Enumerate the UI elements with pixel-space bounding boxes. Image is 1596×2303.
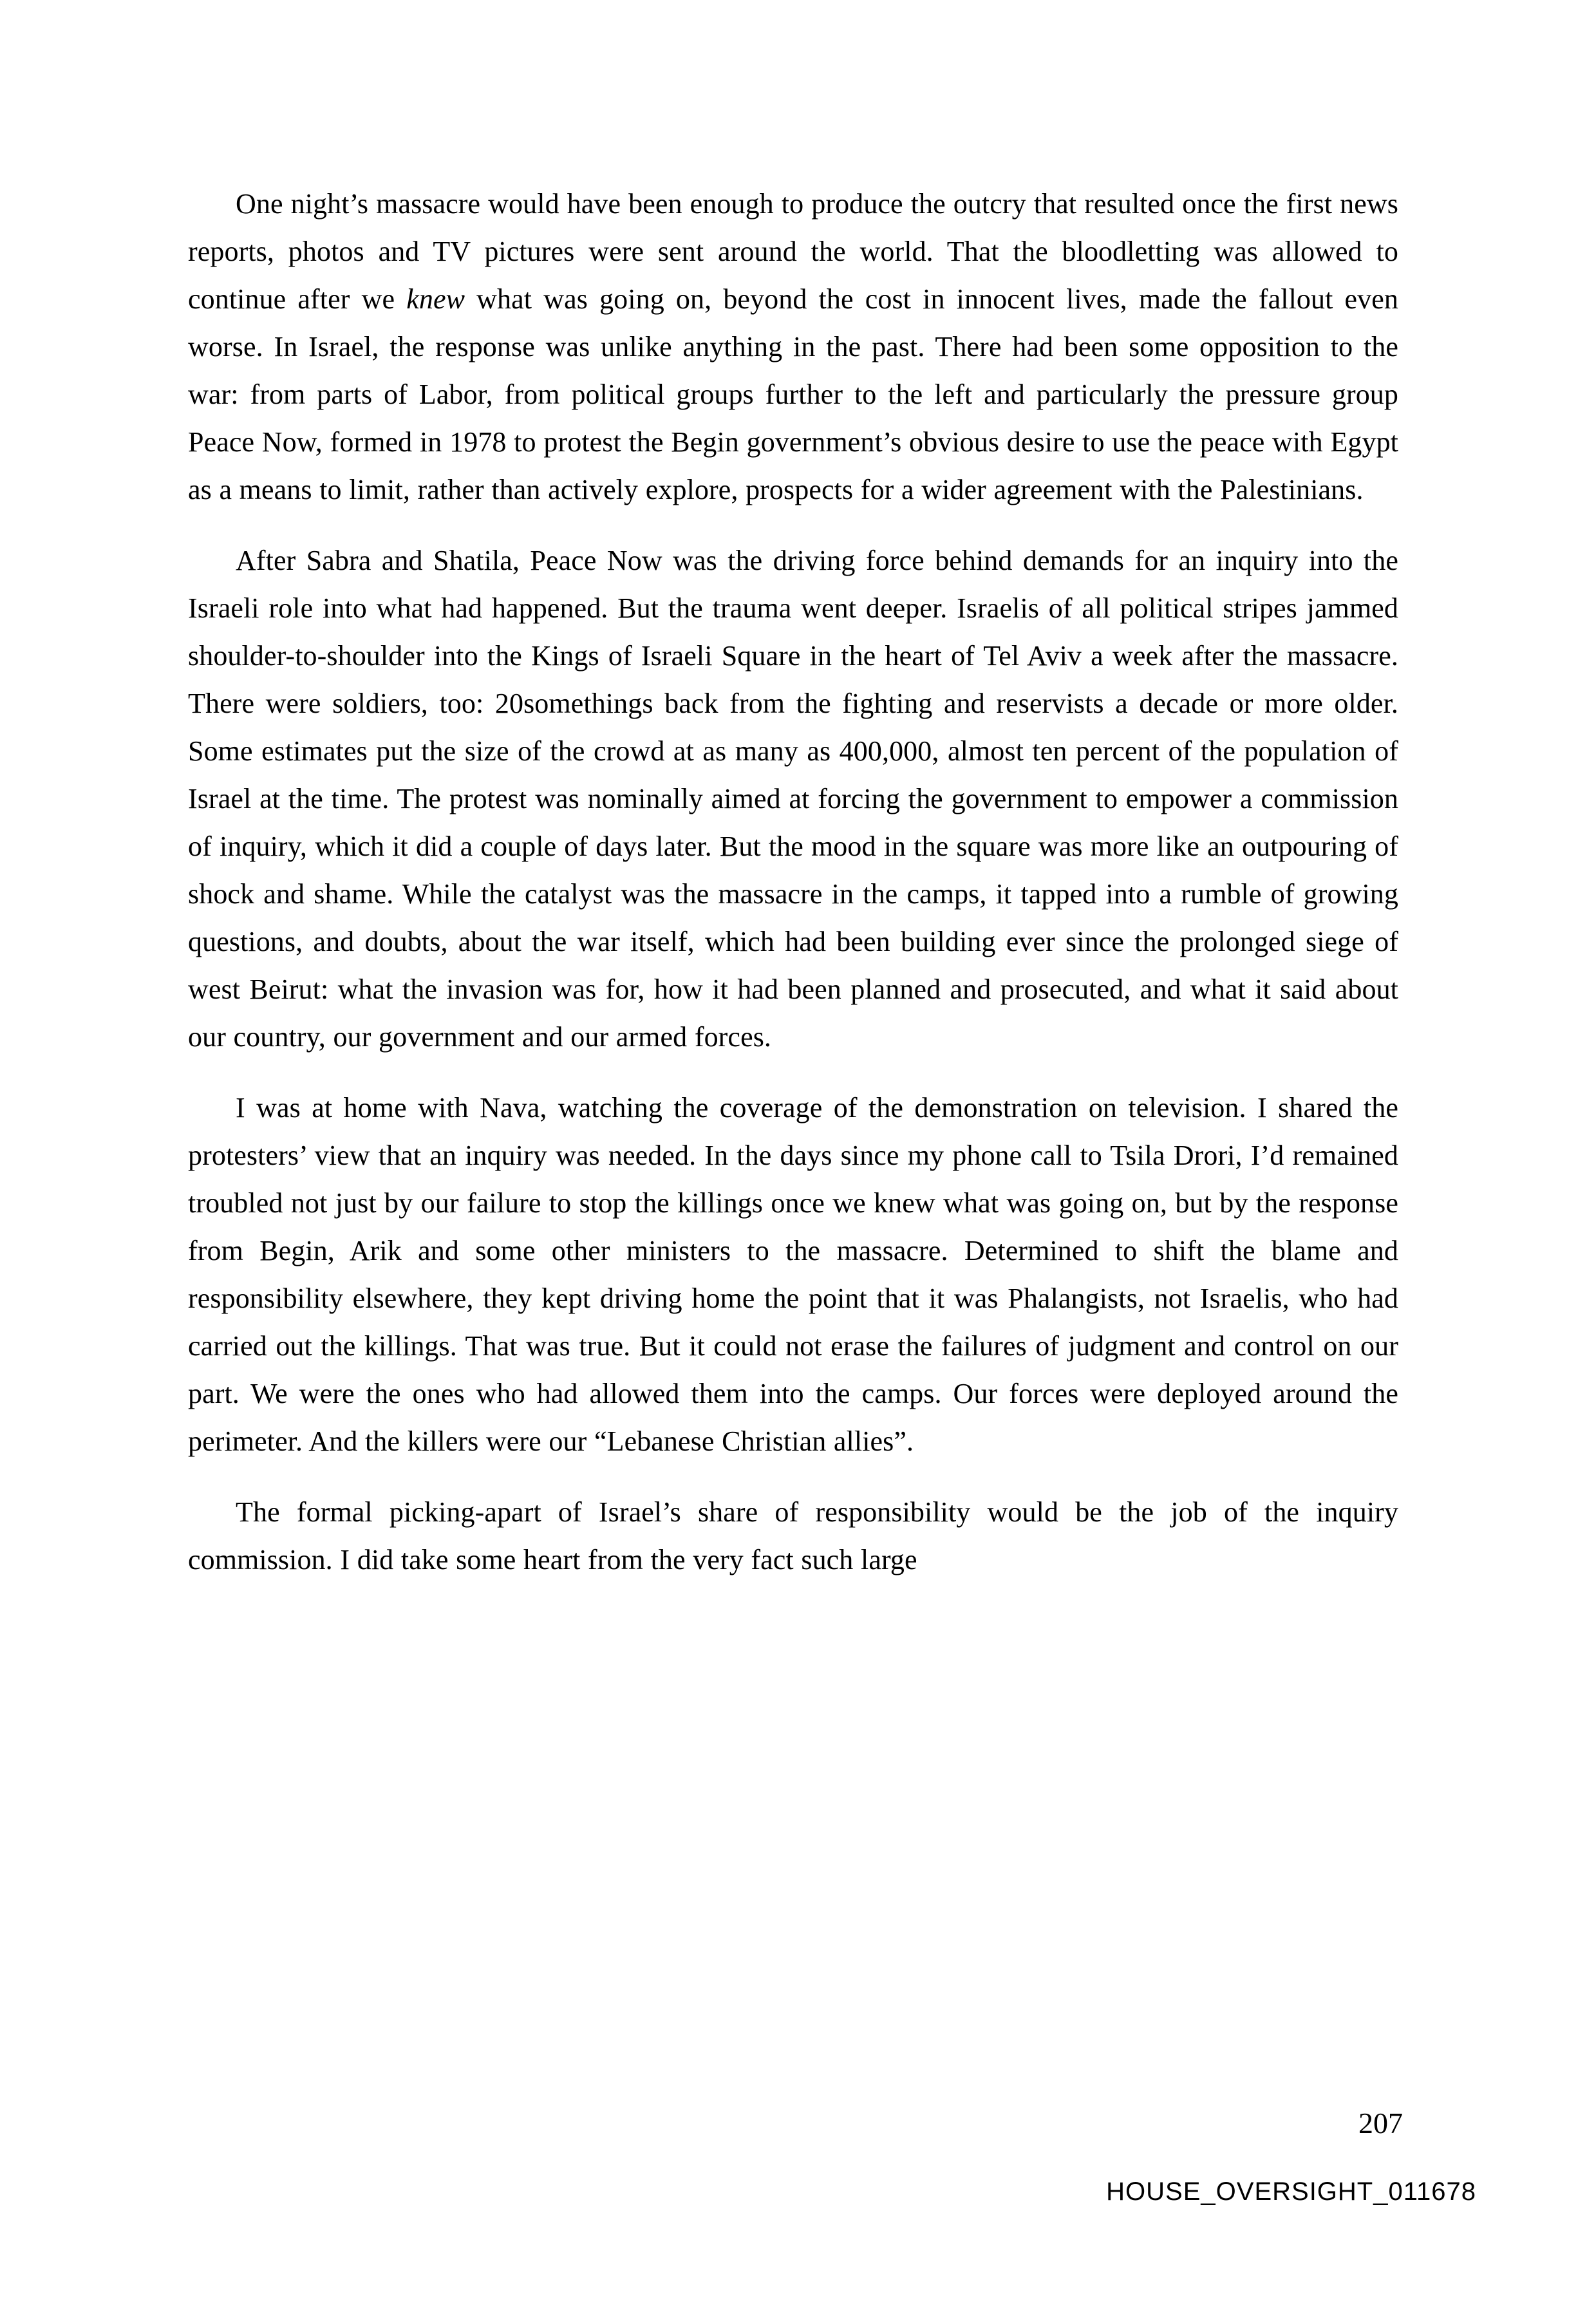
paragraph-4 <box>188 1489 1398 1584</box>
paragraph-3 <box>188 1084 1398 1465</box>
page-body-text <box>188 180 1398 1584</box>
text-run: After Sabra and Shatila, Peace Now was the driving force behind demands for an inquiry into the Israeli role into what had happened. But the trauma went deeper. Israelis of all political stripes jammed shoulder-to-shoulder into the Kings of Israeli Square in the heart of Tel Aviv a week after the massacre. There were soldiers, too: 20somethings back from the fighting and reservists a decade or more older. Some estimates put the size of the crowd at as many as 400,000, almost ten percent of the population of Israel at the time. The protest was nominally aimed at forcing the government to empower a commission of inquiry, which it did a couple of days later. But the mood in the square was more like an outpouring of shock and shame. While the catalyst was the massacre in the camps, it tapped into a rumble of growing questions, and doubts, about the war itself, which had been building ever since the prolonged siege of west Beirut: what the invasion was for, how it had been planned and prosecuted, and what it said about our country, our government and our armed forces. <box>188 545 1398 1053</box>
text-run: I was at home with Nava, watching the coverage of the demonstration on television. I shared the protesters’ view that an inquiry was needed. In the days since my phone call to Tsila Drori, I’d remained troubled not just by our failure to stop the killings once we knew what was going on, but by the response from Begin, Arik and some other ministers to the massacre. Determined to shift the blame and responsibility elsewhere, they kept driving home the point that it was Phalangists, not Israelis, who had carried out the killings. That was true. But it could not erase the failures of judgment and control on our part. We were the ones who had allowed them into the camps. Our forces were deployed around the perimeter. And the killers were our “Lebanese Christian allies”. <box>188 1092 1398 1457</box>
emphasis-text: knew <box>406 283 465 315</box>
bates-stamp: HOUSE_OVERSIGHT_011678 <box>1106 2177 1476 2206</box>
paragraph-1 <box>188 180 1398 514</box>
text-run: One night’s massacre would have been enough to produce the outcry that resulted once the first news reports, photos and TV pictures were sent around the world. That the bloodletting was allowed to continue after we <box>188 188 1398 315</box>
paragraph-2 <box>188 537 1398 1061</box>
text-run: what was going on, beyond the cost in innocent lives, made the fallout even worse. In Israel, the response was unlike anything in the past. There had been some opposition to the war: from parts of Labor, from political groups further to the left and particularly the pressure group Peace Now, formed in 1978 to protest the Begin government’s obvious desire to use the peace with Egypt as a means to limit, rather than actively explore, prospects for a wider agreement with the Palestinians. <box>188 283 1398 505</box>
page-number: 207 <box>1358 2107 1403 2139</box>
text-run: The formal picking-apart of Israel’s share of responsibility would be the job of the inquiry commission. I did take some heart from the very fact such large <box>188 1496 1398 1575</box>
